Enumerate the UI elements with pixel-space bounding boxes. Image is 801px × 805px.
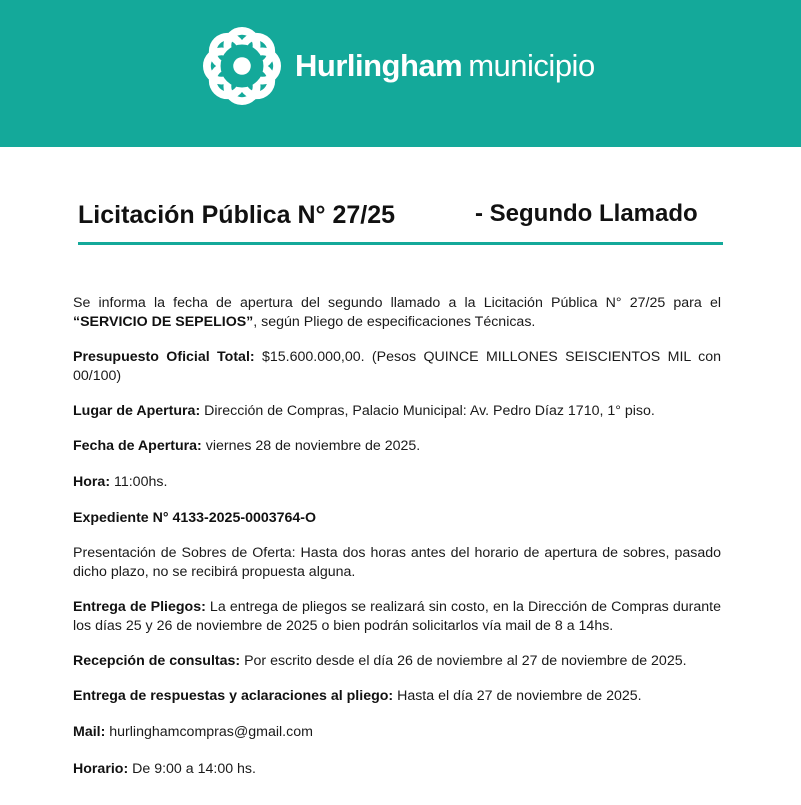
presupuesto-value: $15.600.000,00. (Pesos QUINCE MILLONES SEISCIENTOS MIL con 00/100) [73, 349, 721, 384]
recepcion-paragraph [73, 652, 721, 671]
expediente-label: Expediente N° 4133-2025-0003764-O [73, 510, 317, 526]
recepcion-value: Por escrito desde el día 26 de noviembre al 27 de noviembre de 2025. [240, 653, 687, 669]
expediente-paragraph [73, 509, 721, 528]
entrega-pliegos-value: La entrega de pliegos se realizará sin costo, en la Dirección de Compras durante los días 25 y 26 de noviembre de 2025 o bien podrán solicitarlos vía mail de 8 a 14hs. [73, 599, 721, 634]
entrega-pliegos-label: Entrega de Pliegos: [73, 599, 206, 615]
brand-name: Hurlingham [295, 48, 463, 83]
lugar-label: Lugar de Apertura: [73, 403, 201, 419]
mail-paragraph [73, 723, 721, 742]
entrega-pliegos-paragraph [73, 598, 721, 636]
mail-label: Mail: [73, 724, 106, 740]
intro-text: Se informa la fecha de apertura del segundo llamado a la Licitación Pública N° 27/25 para el [73, 295, 721, 311]
mail-value: hurlinghamcompras@gmail.com [105, 724, 313, 740]
fecha-label: Fecha de Apertura: [73, 438, 202, 454]
hora-label: Hora: [73, 474, 111, 490]
horario-paragraph [73, 760, 721, 779]
header-banner [0, 0, 801, 147]
presupuesto-paragraph [73, 348, 721, 386]
title-divider [78, 242, 723, 245]
title-main: Licitación Pública N° 27/25 [78, 201, 396, 229]
hora-value: 11:00hs. [110, 474, 168, 490]
flower-icon [203, 26, 281, 106]
service-name: “SERVICIO DE SEPELIOS” [73, 314, 254, 330]
intro-paragraph [73, 294, 721, 332]
lugar-paragraph [73, 402, 721, 421]
hora-paragraph [73, 473, 721, 492]
fecha-value: viernes 28 de noviembre de 2025. [201, 438, 421, 454]
lugar-value: Dirección de Compras, Palacio Municipal: Av. Pedro Díaz 1710, 1° piso. [200, 403, 655, 419]
municipio-logo [203, 26, 595, 106]
respuestas-label: Entrega de respuestas y aclaraciones al pliego: [73, 688, 394, 704]
respuestas-paragraph [73, 687, 721, 706]
title-subtitle: - Segundo Llamado [475, 200, 698, 227]
page-title [78, 197, 723, 237]
horario-value: De 9:00 a 14:00 hs. [128, 761, 256, 777]
intro-text-end: , según Pliego de especificaciones Técnicas. [253, 314, 536, 330]
brand-suffix: municipio [468, 48, 595, 83]
horario-label: Horario: [73, 761, 129, 777]
presupuesto-label: Presupuesto Oficial Total: [73, 349, 255, 365]
recepcion-label: Recepción de consultas: [73, 653, 241, 669]
fecha-paragraph [73, 437, 721, 456]
respuestas-value: Hasta el día 27 de noviembre de 2025. [393, 688, 642, 704]
presentacion-paragraph [73, 544, 721, 582]
presentacion-text: Presentación de Sobres de Oferta: Hasta dos horas antes del horario de apertura de sobres, pasado dicho plazo, no se recibirá propuesta alguna. [73, 545, 721, 580]
brand-wordmark [295, 48, 595, 84]
